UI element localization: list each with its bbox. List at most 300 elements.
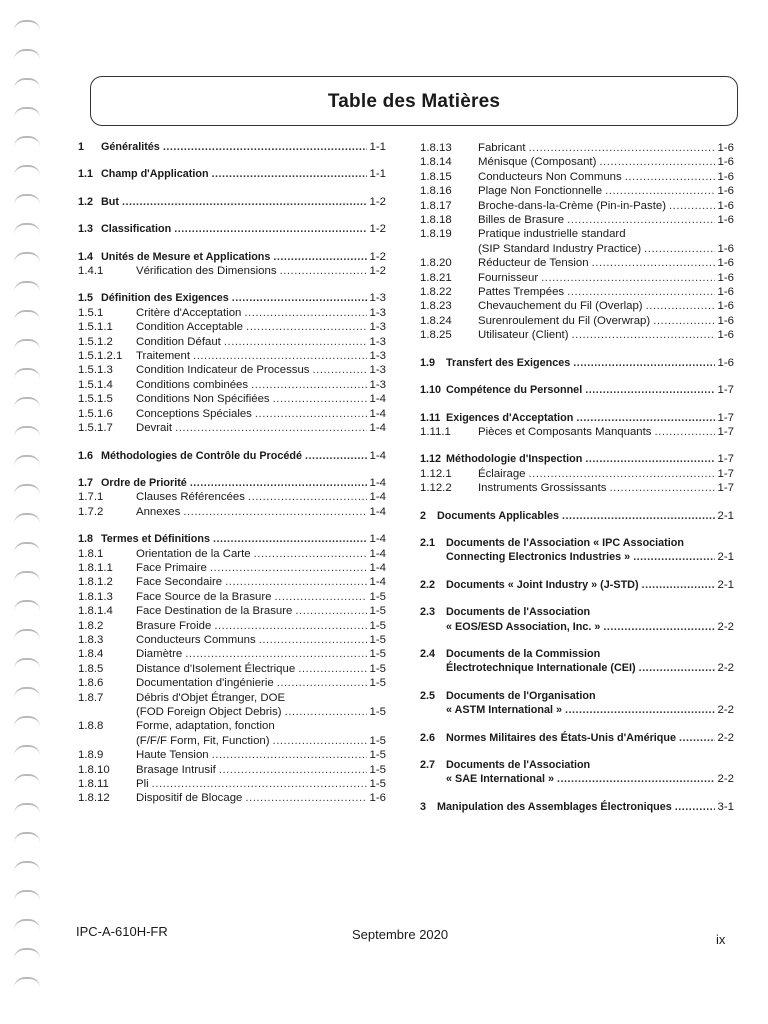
dot-leader bbox=[644, 242, 714, 256]
document-code: IPC-A-610H-FR bbox=[76, 924, 168, 939]
toc-entry-page: 1-6 bbox=[717, 170, 734, 183]
toc-entry[interactable] bbox=[78, 363, 386, 377]
toc-entry-page: 1-3 bbox=[369, 321, 386, 334]
toc-entry[interactable] bbox=[78, 691, 386, 705]
toc-entry[interactable] bbox=[78, 619, 386, 633]
toc-entry[interactable] bbox=[420, 141, 734, 155]
toc-entry-page: 1-2 bbox=[369, 265, 386, 278]
toc-entry-number: 1.9 bbox=[420, 356, 436, 369]
toc-entry-number: 1.5.1.1 bbox=[78, 321, 113, 334]
binder-hole bbox=[14, 252, 40, 263]
toc-entry-page: 1-5 bbox=[369, 778, 386, 791]
binder-hole bbox=[14, 310, 40, 321]
toc-entry[interactable] bbox=[78, 306, 386, 320]
toc-entry[interactable] bbox=[420, 481, 734, 495]
spacer bbox=[420, 676, 734, 689]
spacer bbox=[78, 182, 386, 195]
toc-entry[interactable] bbox=[78, 378, 386, 392]
toc-entry-continuation[interactable] bbox=[78, 734, 386, 748]
toc-entry-number: 1.8.5 bbox=[78, 662, 104, 675]
toc-entry[interactable] bbox=[420, 199, 734, 213]
toc-entry[interactable] bbox=[78, 676, 386, 690]
dot-leader bbox=[212, 167, 367, 181]
toc-entry-title: Documents Applicables bbox=[437, 509, 559, 522]
toc-entry-page: 1-3 bbox=[369, 292, 386, 305]
toc-entry-title: Unités de Mesure et Applications bbox=[101, 250, 271, 263]
publication-date: Septembre 2020 bbox=[352, 927, 449, 942]
binder-hole bbox=[14, 716, 40, 727]
dot-leader bbox=[273, 392, 367, 406]
toc-entry-number: 1.8.1.4 bbox=[78, 605, 113, 618]
toc-entry[interactable] bbox=[78, 575, 386, 589]
spacer bbox=[420, 496, 734, 509]
toc-entry-title: Brasage Intrusif bbox=[136, 763, 216, 776]
toc-entry-continuation[interactable] bbox=[420, 620, 734, 634]
toc-entry-page: 1-7 bbox=[717, 384, 734, 397]
binder-hole bbox=[14, 455, 40, 466]
binder-hole bbox=[14, 426, 40, 437]
toc-entry-title: (SIP Standard Industry Practice) bbox=[478, 242, 642, 255]
toc-entry-number: 2.5 bbox=[420, 689, 436, 702]
toc-entry-continuation[interactable] bbox=[420, 661, 734, 675]
toc-entry-title: Haute Tension bbox=[136, 749, 209, 762]
toc-entry[interactable] bbox=[78, 349, 386, 363]
toc-entry-number: 3 bbox=[420, 800, 427, 813]
toc-entry-number: 1.8.18 bbox=[420, 214, 452, 227]
toc-entry[interactable] bbox=[420, 467, 734, 481]
toc-entry-page: 1-7 bbox=[717, 467, 734, 480]
toc-entry[interactable] bbox=[78, 505, 386, 519]
toc-entry-page: 1-4 bbox=[369, 561, 386, 574]
toc-entry-page: 3-1 bbox=[717, 800, 734, 813]
toc-entry[interactable] bbox=[78, 662, 386, 676]
dot-leader bbox=[219, 763, 367, 777]
toc-entry-number: 1.5.1 bbox=[78, 306, 104, 319]
dot-leader bbox=[122, 195, 367, 209]
binder-hole bbox=[14, 658, 40, 669]
toc-entry[interactable] bbox=[420, 299, 734, 313]
toc-entry-number: 1.5.1.2.1 bbox=[78, 350, 123, 363]
toc-entry-title: Conducteurs Communs bbox=[136, 633, 256, 646]
toc-right-column bbox=[420, 141, 734, 814]
toc-entry[interactable] bbox=[420, 758, 734, 772]
dot-leader bbox=[572, 328, 715, 342]
toc-entry-number: 1.12.1 bbox=[420, 467, 452, 480]
binder-hole bbox=[14, 78, 40, 89]
toc-entry-continuation[interactable] bbox=[420, 772, 734, 786]
toc-entry[interactable] bbox=[78, 140, 386, 154]
toc-entry-number: 1.12 bbox=[420, 453, 442, 466]
spacer bbox=[420, 565, 734, 578]
dot-leader bbox=[528, 141, 714, 155]
dot-leader bbox=[576, 411, 714, 425]
binder-hole bbox=[14, 977, 40, 988]
binder-holes bbox=[14, 20, 44, 1000]
toc-entry-title: Brasure Froide bbox=[136, 619, 212, 632]
toc-entry[interactable] bbox=[420, 647, 734, 661]
toc-entry-continuation[interactable] bbox=[420, 242, 734, 256]
toc-entry[interactable] bbox=[78, 476, 386, 490]
dot-leader bbox=[603, 620, 714, 634]
toc-entry-number: 1.8.10 bbox=[78, 763, 110, 776]
dot-leader bbox=[225, 575, 366, 589]
toc-entry-title: Définition des Exigences bbox=[101, 292, 229, 305]
toc-entry-page: 1-2 bbox=[369, 195, 386, 208]
toc-entry-number: 1.12.2 bbox=[420, 482, 452, 495]
toc-entry-number: 1 bbox=[78, 141, 85, 153]
dot-leader bbox=[653, 314, 714, 328]
dot-leader bbox=[313, 363, 367, 377]
binder-hole bbox=[14, 194, 40, 205]
toc-entry-number: 1.8.11 bbox=[78, 778, 109, 791]
toc-entry[interactable] bbox=[420, 509, 734, 523]
toc-entry-page: 1-7 bbox=[717, 411, 734, 424]
binder-hole bbox=[14, 397, 40, 408]
toc-entry-title: Utilisateur (Client) bbox=[478, 329, 569, 342]
toc-entry-title: Classification bbox=[101, 223, 172, 236]
toc-entry-number: 1.8.1.1 bbox=[78, 561, 113, 574]
toc-entry-number: 1.8.21 bbox=[420, 271, 452, 284]
toc-entry-page: 1-6 bbox=[717, 300, 734, 313]
toc-entry-title: Fournisseur bbox=[478, 271, 539, 284]
binder-hole bbox=[14, 165, 40, 176]
toc-entry[interactable] bbox=[78, 167, 386, 181]
toc-entry[interactable] bbox=[78, 719, 386, 733]
toc-entry[interactable] bbox=[78, 561, 386, 575]
toc-entry-title: Traitement bbox=[136, 350, 191, 363]
toc-entry-number: 1.8.15 bbox=[420, 170, 452, 183]
toc-entry-page: 1-6 bbox=[717, 142, 734, 154]
toc-entry-title: « EOS/ESD Association, Inc. » bbox=[446, 620, 601, 633]
toc-entry[interactable] bbox=[78, 407, 386, 421]
spacer bbox=[420, 787, 734, 800]
binder-hole bbox=[14, 687, 40, 698]
toc-entry[interactable] bbox=[420, 271, 734, 285]
toc-entry[interactable] bbox=[420, 425, 734, 439]
toc-entry-title: Manipulation des Assemblages Électroniques bbox=[437, 800, 672, 813]
binder-hole bbox=[14, 600, 40, 611]
toc-entry-title: Documentation d'ingénierie bbox=[136, 677, 274, 690]
toc-entry-title: Documents de l'Association bbox=[446, 759, 591, 771]
spacer bbox=[420, 634, 734, 647]
toc-entry-title: Exigences d'Acceptation bbox=[446, 411, 574, 424]
toc-entry-number: 1.5.1.2 bbox=[78, 335, 113, 348]
toc-entry[interactable] bbox=[78, 421, 386, 435]
dot-leader bbox=[280, 264, 367, 278]
toc-entry-page: 1-4 bbox=[369, 505, 386, 518]
toc-entry-title: Ménisque (Composant) bbox=[478, 156, 597, 169]
toc-entry-title: Documents de l'Organisation bbox=[446, 689, 596, 702]
dot-leader bbox=[585, 383, 714, 397]
toc-entry-title: Critère d'Acceptation bbox=[136, 306, 242, 319]
toc-entry[interactable] bbox=[78, 449, 386, 463]
spacer bbox=[420, 439, 734, 452]
dot-leader bbox=[193, 349, 367, 363]
dot-leader bbox=[224, 335, 367, 349]
toc-entry-page: 1-6 bbox=[717, 271, 734, 284]
toc-entry-title: Fabricant bbox=[478, 142, 526, 154]
toc-entry-number: 1.8.2 bbox=[78, 619, 104, 632]
toc-entry-number: 1.8.17 bbox=[420, 199, 452, 212]
dot-leader bbox=[633, 550, 714, 564]
toc-entry-number: 1.8.25 bbox=[420, 329, 452, 342]
binder-hole bbox=[14, 20, 40, 31]
toc-entry[interactable] bbox=[420, 256, 734, 270]
toc-entry-page: 1-6 bbox=[717, 329, 734, 342]
binder-hole bbox=[14, 339, 40, 350]
toc-entry-page: 1-7 bbox=[717, 425, 734, 438]
dot-leader bbox=[244, 306, 366, 320]
toc-entry-page: 1-1 bbox=[369, 168, 386, 181]
toc-entry[interactable] bbox=[78, 633, 386, 647]
toc-entry-title: Connecting Electronics Industries » bbox=[446, 551, 631, 564]
toc-entry-page: 2-2 bbox=[717, 662, 734, 675]
toc-entry-title: Conducteurs Non Communs bbox=[478, 170, 622, 183]
toc-entry-number: 1.5.1.3 bbox=[78, 364, 113, 377]
toc-entry-page: 1-3 bbox=[369, 350, 386, 363]
toc-entry[interactable] bbox=[78, 748, 386, 762]
dot-leader bbox=[625, 170, 715, 184]
toc-entry[interactable] bbox=[420, 578, 734, 592]
toc-entry-page: 2-2 bbox=[717, 620, 734, 633]
toc-entry-page: 1-4 bbox=[369, 491, 386, 504]
toc-entry-number: 2 bbox=[420, 509, 427, 522]
toc-entry-title: Clauses Référencées bbox=[136, 491, 245, 504]
dot-leader bbox=[210, 561, 367, 575]
toc-entry-page: 2-1 bbox=[717, 578, 734, 591]
binder-hole bbox=[14, 281, 40, 292]
toc-entry[interactable] bbox=[420, 170, 734, 184]
binder-hole bbox=[14, 629, 40, 640]
toc-entry-title: Chevauchement du Fil (Overlap) bbox=[478, 300, 643, 313]
toc-entry[interactable] bbox=[420, 605, 734, 619]
toc-entry[interactable] bbox=[420, 689, 734, 703]
toc-entry-title: Pièces et Composants Manquants bbox=[478, 425, 652, 438]
spacer bbox=[420, 718, 734, 731]
toc-entry[interactable] bbox=[420, 411, 734, 425]
dot-leader bbox=[246, 320, 367, 334]
toc-entry-title: Devrait bbox=[136, 422, 173, 435]
toc-entry[interactable] bbox=[78, 777, 386, 791]
dot-leader bbox=[599, 155, 714, 169]
dot-leader bbox=[251, 378, 366, 392]
binder-hole bbox=[14, 948, 40, 959]
toc-entry-page: 1-6 bbox=[717, 199, 734, 212]
binder-hole bbox=[14, 919, 40, 930]
page-number: ix bbox=[716, 932, 726, 947]
toc-entry-number: 1.5.1.6 bbox=[78, 407, 113, 420]
toc-entry[interactable] bbox=[78, 291, 386, 305]
toc-entry-page: 1-5 bbox=[369, 662, 386, 675]
toc-entry[interactable] bbox=[78, 532, 386, 546]
binder-hole bbox=[14, 223, 40, 234]
toc-entry[interactable] bbox=[78, 392, 386, 406]
dot-leader bbox=[305, 449, 367, 463]
toc-entry[interactable] bbox=[78, 604, 386, 618]
toc-entry[interactable] bbox=[78, 490, 386, 504]
toc-entry-number: 1.11 bbox=[420, 411, 441, 424]
spacer bbox=[420, 398, 734, 411]
toc-entry[interactable] bbox=[420, 314, 734, 328]
toc-entry-title: Normes Militaires des États-Unis d'Amérique bbox=[446, 731, 676, 744]
toc-entry-title: (FOD Foreign Object Debris) bbox=[136, 706, 282, 718]
toc-entry-title: Compétence du Personnel bbox=[446, 384, 583, 397]
toc-entry-number: 1.4.1 bbox=[78, 265, 104, 278]
spacer bbox=[78, 209, 386, 222]
toc-entry[interactable] bbox=[78, 222, 386, 236]
toc-entry-number: 1.7.2 bbox=[78, 505, 104, 518]
binder-hole bbox=[14, 136, 40, 147]
toc-entry-title: Réducteur de Tension bbox=[478, 257, 589, 270]
binder-hole bbox=[14, 832, 40, 843]
dot-leader bbox=[567, 285, 714, 299]
toc-entry-title: Conditions Non Spécifiées bbox=[136, 393, 270, 406]
toc-entry-title: Méthodologie d'Inspection bbox=[446, 453, 583, 466]
toc-entry-page: 2-1 bbox=[717, 509, 734, 522]
toc-entry[interactable] bbox=[420, 285, 734, 299]
toc-entry-page: 1-3 bbox=[369, 378, 386, 391]
toc-entry-number: 1.11.1 bbox=[420, 425, 451, 438]
toc-entry-title: Condition Défaut bbox=[136, 335, 221, 348]
toc-entry-title: Généralités bbox=[101, 141, 160, 153]
toc-entry[interactable] bbox=[420, 800, 734, 814]
toc-entry-page: 1-6 bbox=[369, 792, 386, 805]
spacer bbox=[78, 278, 386, 291]
toc-entry[interactable] bbox=[420, 731, 734, 745]
toc-entry-page: 1-5 bbox=[369, 706, 386, 718]
toc-entry-title: Conceptions Spéciales bbox=[136, 407, 252, 420]
toc-entry-page: 1-2 bbox=[369, 250, 386, 263]
dot-leader bbox=[655, 425, 715, 439]
toc-entry-page: 1-6 bbox=[717, 185, 734, 198]
toc-entry-title: Conditions combinées bbox=[136, 378, 249, 391]
toc-entry-title: Vérification des Dimensions bbox=[136, 265, 277, 278]
toc-entry[interactable] bbox=[78, 335, 386, 349]
toc-entry-page: 1-3 bbox=[369, 335, 386, 348]
toc-left-column bbox=[78, 140, 386, 806]
toc-entry[interactable] bbox=[78, 320, 386, 334]
toc-entry-page: 1-6 bbox=[717, 156, 734, 169]
toc-entry-number: 2.4 bbox=[420, 647, 436, 660]
toc-entry-title: Documents de l'Association bbox=[446, 606, 591, 619]
toc-entry-number: 1.8.1.2 bbox=[78, 576, 113, 589]
toc-entry-number: 1.8.14 bbox=[420, 156, 452, 169]
dot-leader bbox=[255, 407, 367, 421]
toc-entry-title: Forme, adaptation, fonction bbox=[136, 720, 275, 733]
toc-entry[interactable] bbox=[420, 328, 734, 342]
toc-entry-page: 1-5 bbox=[369, 648, 386, 661]
dot-leader bbox=[669, 199, 715, 213]
dot-leader bbox=[679, 731, 715, 745]
toc-entry-page: 1-7 bbox=[717, 453, 734, 466]
toc-entry-page: 1-6 bbox=[717, 214, 734, 227]
dot-leader bbox=[646, 299, 715, 313]
toc-entry-continuation[interactable] bbox=[420, 550, 734, 564]
toc-entry-title: Face Secondaire bbox=[136, 576, 223, 589]
toc-entry-page: 2-2 bbox=[717, 704, 734, 717]
toc-entry-title: Transfert des Exigences bbox=[446, 356, 571, 369]
toc-entry-page: 1-6 bbox=[717, 286, 734, 299]
toc-entry-page: 1-6 bbox=[717, 242, 734, 255]
toc-entry-number: 1.7.1 bbox=[78, 491, 104, 504]
toc-entry-title: Face Destination de la Brasure bbox=[136, 605, 293, 618]
toc-entry-number: 1.8.7 bbox=[78, 691, 104, 704]
dot-leader bbox=[642, 578, 715, 592]
dot-leader bbox=[285, 705, 367, 719]
toc-entry-continuation[interactable] bbox=[420, 703, 734, 717]
toc-entry-number: 1.8.12 bbox=[78, 792, 110, 805]
dot-leader bbox=[273, 734, 367, 748]
toc-entry-page: 1-5 bbox=[369, 605, 386, 618]
toc-entry-title: Éclairage bbox=[478, 467, 526, 480]
toc-entry-title: Condition Acceptable bbox=[136, 321, 244, 334]
toc-entry-page: 1-4 bbox=[369, 422, 386, 435]
spacer bbox=[420, 523, 734, 536]
toc-entry[interactable] bbox=[420, 155, 734, 169]
dot-leader bbox=[213, 532, 367, 546]
toc-entry[interactable] bbox=[78, 547, 386, 561]
binder-hole bbox=[14, 745, 40, 756]
toc-entry-title: Surenroulement du Fil (Overwrap) bbox=[478, 314, 651, 327]
toc-entry[interactable] bbox=[78, 250, 386, 264]
binder-hole bbox=[14, 49, 40, 60]
toc-entry-title: Diamètre bbox=[136, 648, 183, 661]
toc-entry-number: 1.2 bbox=[78, 195, 94, 208]
toc-entry-title: Termes et Définitions bbox=[101, 533, 210, 546]
dot-leader bbox=[298, 662, 366, 676]
toc-entry[interactable] bbox=[78, 195, 386, 209]
toc-entry-page: 1-4 bbox=[369, 533, 386, 546]
toc-entry[interactable] bbox=[420, 356, 734, 370]
dot-leader bbox=[567, 213, 714, 227]
dot-leader bbox=[175, 421, 366, 435]
dot-leader bbox=[541, 271, 714, 285]
toc-entry[interactable] bbox=[78, 647, 386, 661]
toc-entry-page: 1-5 bbox=[369, 763, 386, 776]
toc-entry-number: 1.5.1.4 bbox=[78, 378, 113, 391]
toc-entry[interactable] bbox=[78, 590, 386, 604]
toc-entry[interactable] bbox=[420, 184, 734, 198]
toc-entry-number: 1.8.23 bbox=[420, 300, 452, 313]
spacer bbox=[420, 592, 734, 605]
toc-entry-page: 1-3 bbox=[369, 364, 386, 377]
dot-leader bbox=[562, 509, 715, 523]
toc-entry-title: Documents « Joint Industry » (J-STD) bbox=[446, 578, 639, 591]
toc-entry-title: Face Source de la Brasure bbox=[136, 590, 272, 603]
toc-entry[interactable] bbox=[78, 791, 386, 805]
page-title: Table des Matières bbox=[327, 91, 501, 112]
dot-leader bbox=[214, 619, 366, 633]
toc-entry[interactable] bbox=[78, 763, 386, 777]
toc-entry-continuation[interactable] bbox=[78, 705, 386, 719]
toc-entry[interactable] bbox=[420, 383, 734, 397]
toc-entry-page: 1-5 bbox=[369, 590, 386, 603]
toc-entry-title: Pattes Trempées bbox=[478, 286, 565, 299]
binder-hole bbox=[14, 571, 40, 582]
toc-entry[interactable] bbox=[420, 213, 734, 227]
toc-entry[interactable] bbox=[420, 227, 734, 241]
toc-entry-page: 1-7 bbox=[717, 482, 734, 495]
dot-leader bbox=[232, 291, 367, 305]
toc-entry-number: 1.10 bbox=[420, 384, 442, 397]
toc-entry-title: « SAE International » bbox=[446, 773, 554, 786]
toc-entry[interactable] bbox=[78, 264, 386, 278]
toc-entry-title: Pli bbox=[136, 778, 149, 791]
toc-entry[interactable] bbox=[420, 536, 734, 550]
toc-entry[interactable] bbox=[420, 452, 734, 466]
toc-entry-number: 1.8.16 bbox=[420, 185, 452, 198]
toc-entry-title: Face Primaire bbox=[136, 561, 207, 574]
